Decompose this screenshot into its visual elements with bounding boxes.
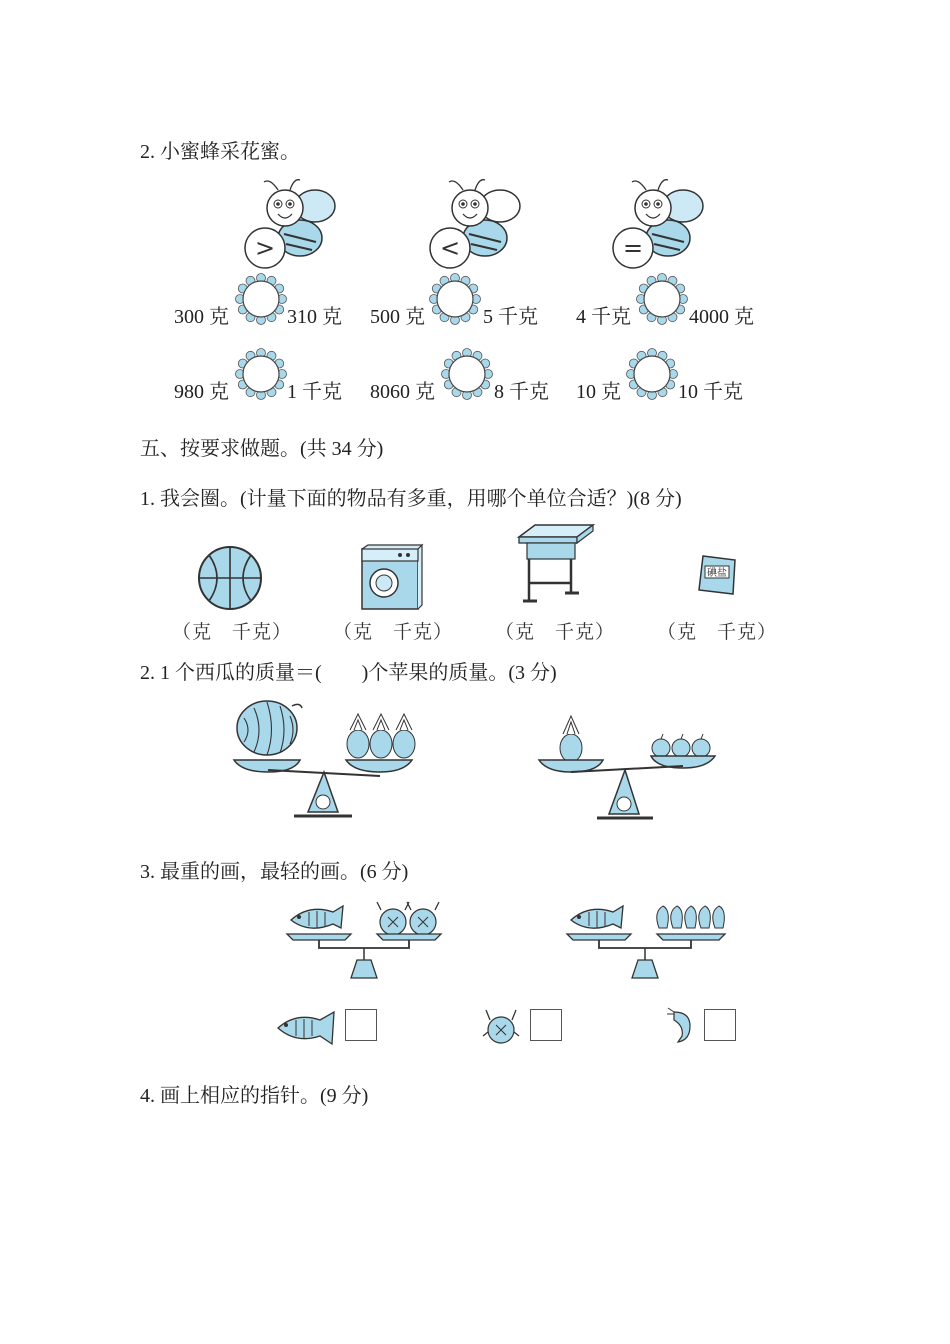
bee-icon-equal	[608, 176, 718, 286]
compare-right: 1 千克	[287, 381, 342, 403]
flower-answer-circle[interactable]	[442, 349, 492, 399]
hanging-scale-fish-shrimps	[567, 896, 729, 986]
flower-answer-circle[interactable]	[430, 274, 480, 324]
compare-left: 4 千克	[576, 306, 631, 328]
crab-icon	[482, 1006, 520, 1046]
shrimp-icon	[666, 1006, 696, 1046]
flower-answer-circle[interactable]	[637, 274, 687, 324]
desk-icon	[515, 523, 595, 613]
bee-sign-label: >	[254, 234, 276, 262]
question-4-title: 4. 画上相应的指针。(9 分)	[140, 1085, 369, 1107]
balance-scale-watermelon-pineapples	[232, 700, 414, 820]
bee-question-title: 2. 小蜜蜂采花蜜。	[140, 141, 300, 163]
compare-right: 5 千克	[483, 306, 538, 328]
compare-right: 4000 克	[689, 306, 754, 328]
section-title: 五、按要求做题。(共 34 分)	[140, 438, 384, 460]
compare-left: 980 克	[174, 381, 229, 403]
unit-choice[interactable]: （克 千克）	[657, 622, 778, 643]
fish-icon	[274, 1010, 338, 1046]
salt-bag-icon	[695, 552, 741, 598]
bee-sign-label: =	[622, 234, 644, 262]
flower-answer-circle[interactable]	[627, 349, 677, 399]
question-1-title: 1. 我会圈。(计量下面的物品有多重，用哪个单位合适？)(8 分)	[140, 488, 682, 510]
compare-left: 300 克	[174, 306, 229, 328]
hanging-scale-fish-crabs	[285, 898, 445, 986]
bee-sign-label: <	[439, 234, 461, 262]
unit-choice[interactable]: （克 千克）	[333, 622, 454, 643]
salt-bag-label: 碘盐	[707, 568, 727, 579]
question-3-title: 3. 最重的画，最轻的画。(6 分)	[140, 861, 409, 883]
flower-answer-circle[interactable]	[236, 274, 286, 324]
washing-machine-icon	[360, 543, 422, 611]
bee-icon-greater	[240, 176, 350, 286]
answer-box-fish[interactable]	[345, 1009, 377, 1041]
question-2-title: 2. 1 个西瓜的质量＝( )个苹果的质量。(3 分)	[140, 662, 557, 684]
compare-right: 8 千克	[494, 381, 549, 403]
basketball-icon	[197, 545, 263, 611]
unit-choice[interactable]: （克 千克）	[172, 622, 293, 643]
compare-left: 500 克	[370, 306, 425, 328]
compare-left: 8060 克	[370, 381, 435, 403]
compare-right: 310 克	[287, 306, 342, 328]
unit-choice[interactable]: （克 千克）	[495, 622, 616, 643]
answer-box-shrimp[interactable]	[704, 1009, 736, 1041]
compare-right: 10 千克	[678, 381, 743, 403]
balance-scale-pineapple-apples	[537, 712, 717, 820]
bee-icon-less	[425, 176, 535, 286]
compare-left: 10 克	[576, 381, 621, 403]
answer-box-crab[interactable]	[530, 1009, 562, 1041]
flower-answer-circle[interactable]	[236, 349, 286, 399]
